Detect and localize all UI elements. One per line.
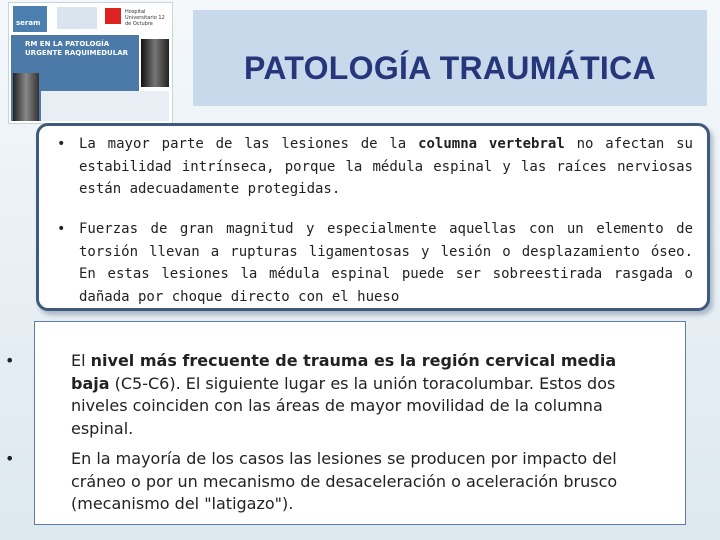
poster-title: RM EN LA PATOLOGÍA URGENTE RAQUIMEDULAR <box>25 40 129 57</box>
hospital-logo <box>103 5 169 31</box>
bullet-text-before: El <box>71 351 91 370</box>
bullet-text: Fuerzas de gran magnitud y especialmente aquellas con un elemento de torsión llevan a rupturas ligamentosas y lesión o desplazamiento óseo. En estas lesiones la médula espinal puede ser sobreestirada rasgada o dañada por choque directo con el hueso <box>79 221 693 305</box>
bullet-text: En la mayoría de los casos las lesiones se producen por impacto del cráneo o por un mecanismo de desaceleración o aceleración brusco (mecanismo del "latigazo"). <box>71 449 618 513</box>
bullet-text-after: (C5-C6). El siguiente lugar es la unión toracolumbar. Estos dos niveles coinciden con las áreas de mayor movilidad de la columna espinal. <box>71 373 616 438</box>
highlighted-term: columna vertebral <box>418 136 565 152</box>
list-item <box>5 448 649 516</box>
hospital-logo-text: Hospital Universitario 12 de Octubre <box>125 9 165 27</box>
list-item <box>53 133 693 201</box>
hospital-emblem-icon <box>105 8 121 24</box>
logo-strip <box>9 3 172 35</box>
slide-title: PATOLOGÍA TRAUMÁTICA <box>244 50 656 86</box>
bullet: • <box>57 136 66 152</box>
bullet: • <box>5 449 15 468</box>
bullet: • <box>5 351 15 370</box>
bold-phrase: nivel más frecuente de trauma es la región cervical media baja <box>71 351 617 393</box>
title-banner <box>193 10 707 106</box>
bullet-text-after: no afectan su estabilidad intrínseca, porque la médula espinal y las raíces nerviosas están adecuadamente protegidas. <box>79 136 693 197</box>
bottom-text-box <box>5 321 686 525</box>
bullet: • <box>57 221 66 237</box>
authors-block <box>41 91 169 121</box>
mri-image <box>13 73 39 121</box>
seram-logo: seram <box>13 6 47 32</box>
bullet-text-before: La mayor parte de las lesiones de la <box>79 136 419 152</box>
mri-image <box>141 39 169 87</box>
logo-placeholder <box>57 7 97 29</box>
poster-thumbnail <box>8 2 173 124</box>
list-item <box>53 218 693 308</box>
top-text-box <box>36 123 710 311</box>
list-item <box>5 350 649 440</box>
